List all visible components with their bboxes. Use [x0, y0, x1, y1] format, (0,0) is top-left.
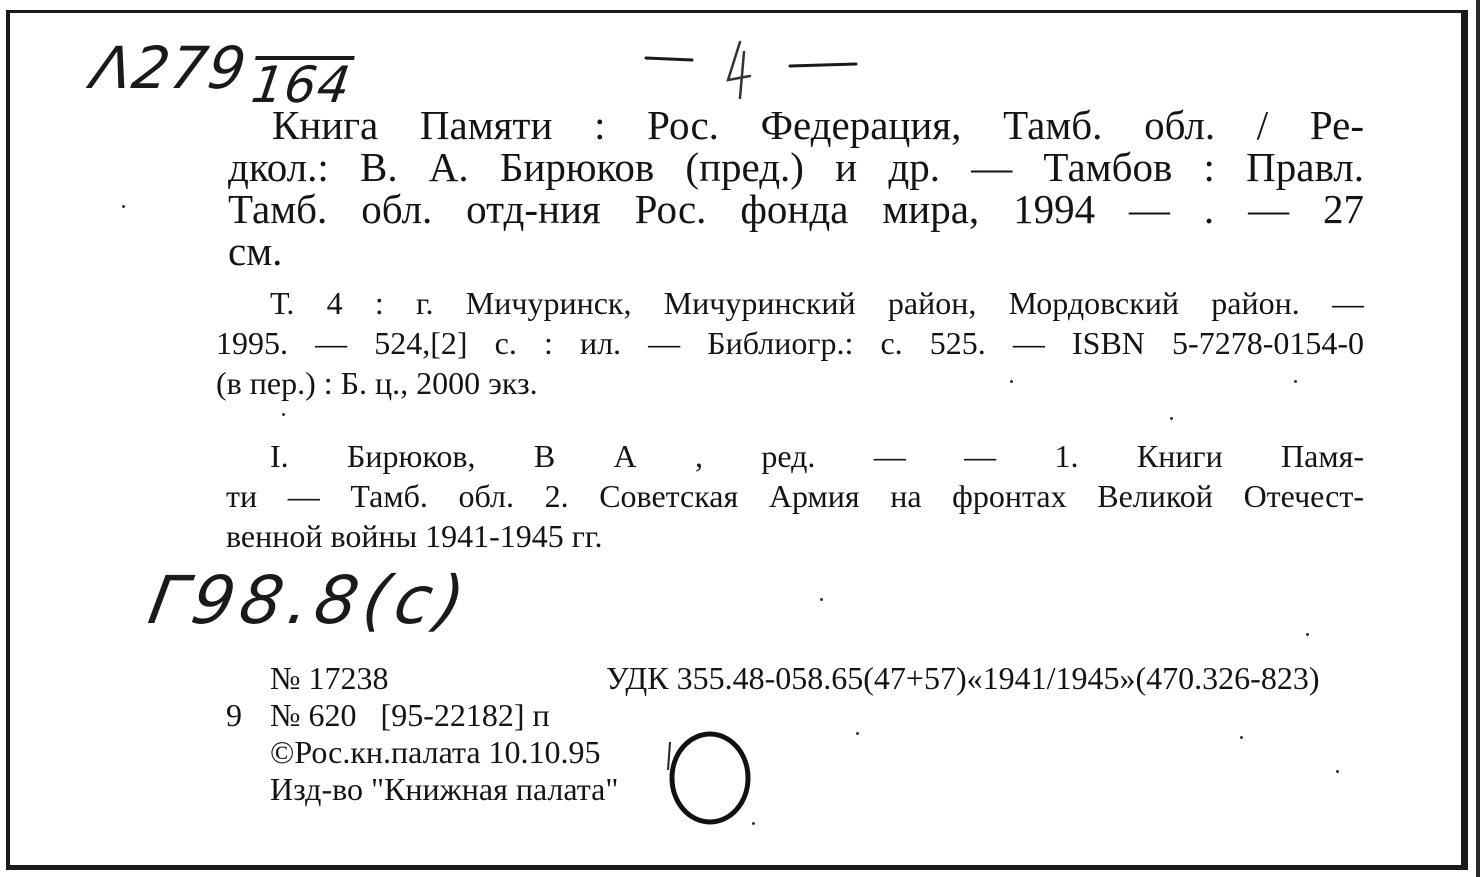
title-line-1: Книга Памяти : Рос. Федерация, Тамб. обл. / Ре-: [272, 102, 1364, 148]
handwritten-page-mark: [640, 40, 860, 100]
shelfmark-sub: 164: [247, 56, 355, 114]
title-line-2: дкол.: В. А. Бирюков (пред.) и др. — Тамбов : Правл.: [228, 144, 1364, 190]
scan-speck: [282, 413, 285, 416]
order-number: № 620 [95-22182] п: [270, 697, 550, 733]
scan-speck: [752, 822, 755, 825]
scan-speck: [820, 598, 823, 601]
scan-speck: [1336, 770, 1339, 773]
card-number: № 17238: [270, 660, 389, 696]
order-prefix: 9: [226, 697, 242, 733]
subject-headings: [226, 436, 1364, 556]
volume-line-2: 1995. — 524,[2] с. : ил. — Библиогр.: с. 525. — ISBN 5-7278-0154-0: [216, 325, 1364, 361]
circle-stamp-icon: [664, 722, 756, 828]
volume-line-1: Т. 4 : г. Мичуринск, Мичуринский район, Мордовский район. —: [270, 285, 1364, 321]
udc-code: УДК 355.48-058.65(47+57)«1941/1945»(470.326-823): [606, 660, 1320, 696]
scan-speck: [1170, 417, 1173, 420]
scan-speck: [122, 205, 125, 208]
subject-line-2: ти — Тамб. обл. 2. Советская Армия на фронтах Великой Отечест-: [226, 478, 1364, 514]
title-line-3: Тамб. обл. отд-ния Рос. фонда мира, 1994 — . — 27: [228, 186, 1364, 232]
volume-line-3: (в пер.) : Б. ц., 2000 экз.: [216, 365, 538, 401]
scan-edge: [1476, 0, 1480, 877]
scan-speck: [856, 732, 859, 735]
main-description: [228, 104, 1364, 272]
scan-speck: [1306, 633, 1309, 636]
title-line-4: см.: [228, 228, 283, 274]
publisher-line: Изд-во "Книжная палата": [270, 771, 619, 807]
scan-speck: [1240, 736, 1243, 739]
scan-speck: [1010, 380, 1013, 383]
handwritten-shelfmark: [87, 34, 357, 114]
volume-description: [216, 283, 1364, 403]
subject-line-1: I. Бирюков, В А , ред. — — 1. Книги Памя-: [270, 438, 1364, 474]
copyright-line: ©Рос.кн.палата 10.10.95: [270, 734, 601, 770]
handwritten-class-code: Г98.8(с): [143, 562, 477, 639]
subject-line-3: венной войны 1941-1945 гг.: [226, 518, 603, 554]
shelfmark-main: Λ279: [87, 34, 252, 102]
scan-speck: [1294, 380, 1297, 383]
